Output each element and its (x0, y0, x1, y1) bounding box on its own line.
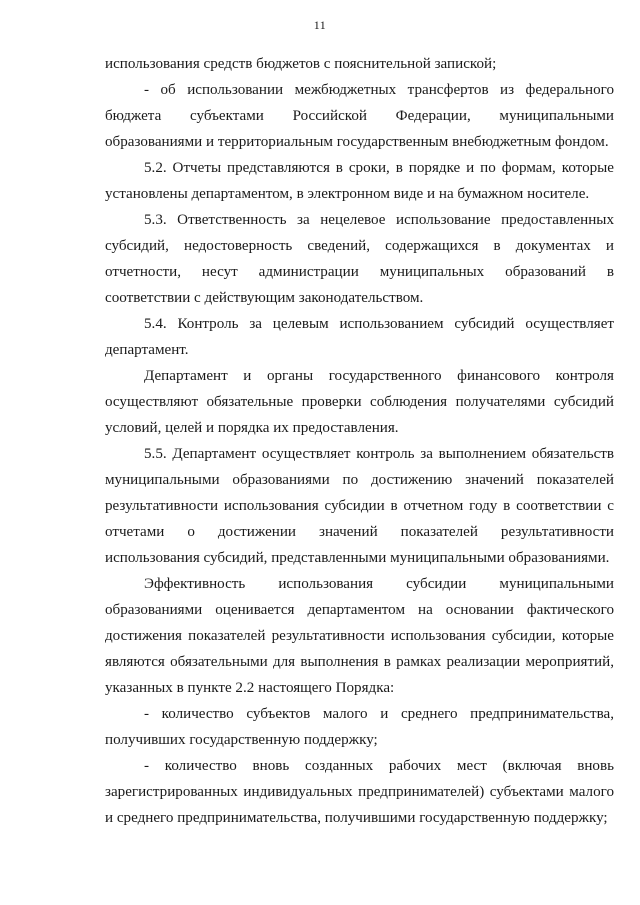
paragraph-control-bodies: Департамент и органы государственного финансового контроля осуществляют обязательные проверки соблюдения получателями субсидий условий, целей и порядка их предоставления. (105, 368, 614, 436)
paragraph-5-3: 5.3. Ответственность за нецелевое использование предоставленных субсидий, недостоверность сведений, содержащихся в документах и отчетности, несут администрации муниципальных образований в соответствии с действующим законодательством. (105, 212, 614, 306)
paragraph-bullet-sme-count: - количество субъектов малого и среднего предпринимательства, получивших государственную поддержку; (105, 706, 614, 748)
paragraph-5-5: 5.5. Департамент осуществляет контроль за выполнением обязательств муниципальными образованиями по достижению значений показателей результативности использования субсидии в отчетном году в соответствии с отчетами о достижении значений показателей результативности использования субсидий, представленными муниципальными образованиями. (105, 446, 614, 566)
paragraph-efficiency: Эффективность использования субсидии муниципальными образованиями оценивается департаментом на основании фактического достижения показателей результативности использования субсидии, которые являются обязательными для выполнения в рамках реализации мероприятий, указанных в пункте 2.2 настоящего Порядка: (105, 576, 614, 696)
paragraph-5-2: 5.2. Отчеты представляются в сроки, в порядке и по формам, которые установлены департаментом, в электронном виде и на бумажном носителе. (105, 160, 614, 202)
page-number: 11 (313, 18, 327, 32)
document-body (105, 51, 614, 831)
paragraph-5-4: 5.4. Контроль за целевым использованием субсидий осуществляет департамент. (105, 316, 614, 358)
paragraph-continuation: использования средств бюджетов с пояснительной запиской; (105, 56, 497, 72)
paragraph-bullet-new-jobs: - количество вновь созданных рабочих мест (включая вновь зарегистрированных индивидуальных предпринимателей) субъектами малого и среднего предпринимательства, получившими государственную поддержку; (105, 758, 614, 826)
paragraph-bullet-interbudget-transfers: - об использовании межбюджетных трансфертов из федерального бюджета субъектами Российской Федерации, муниципальными образованиями и территориальным государственным внебюджетным фондом. (105, 82, 614, 150)
